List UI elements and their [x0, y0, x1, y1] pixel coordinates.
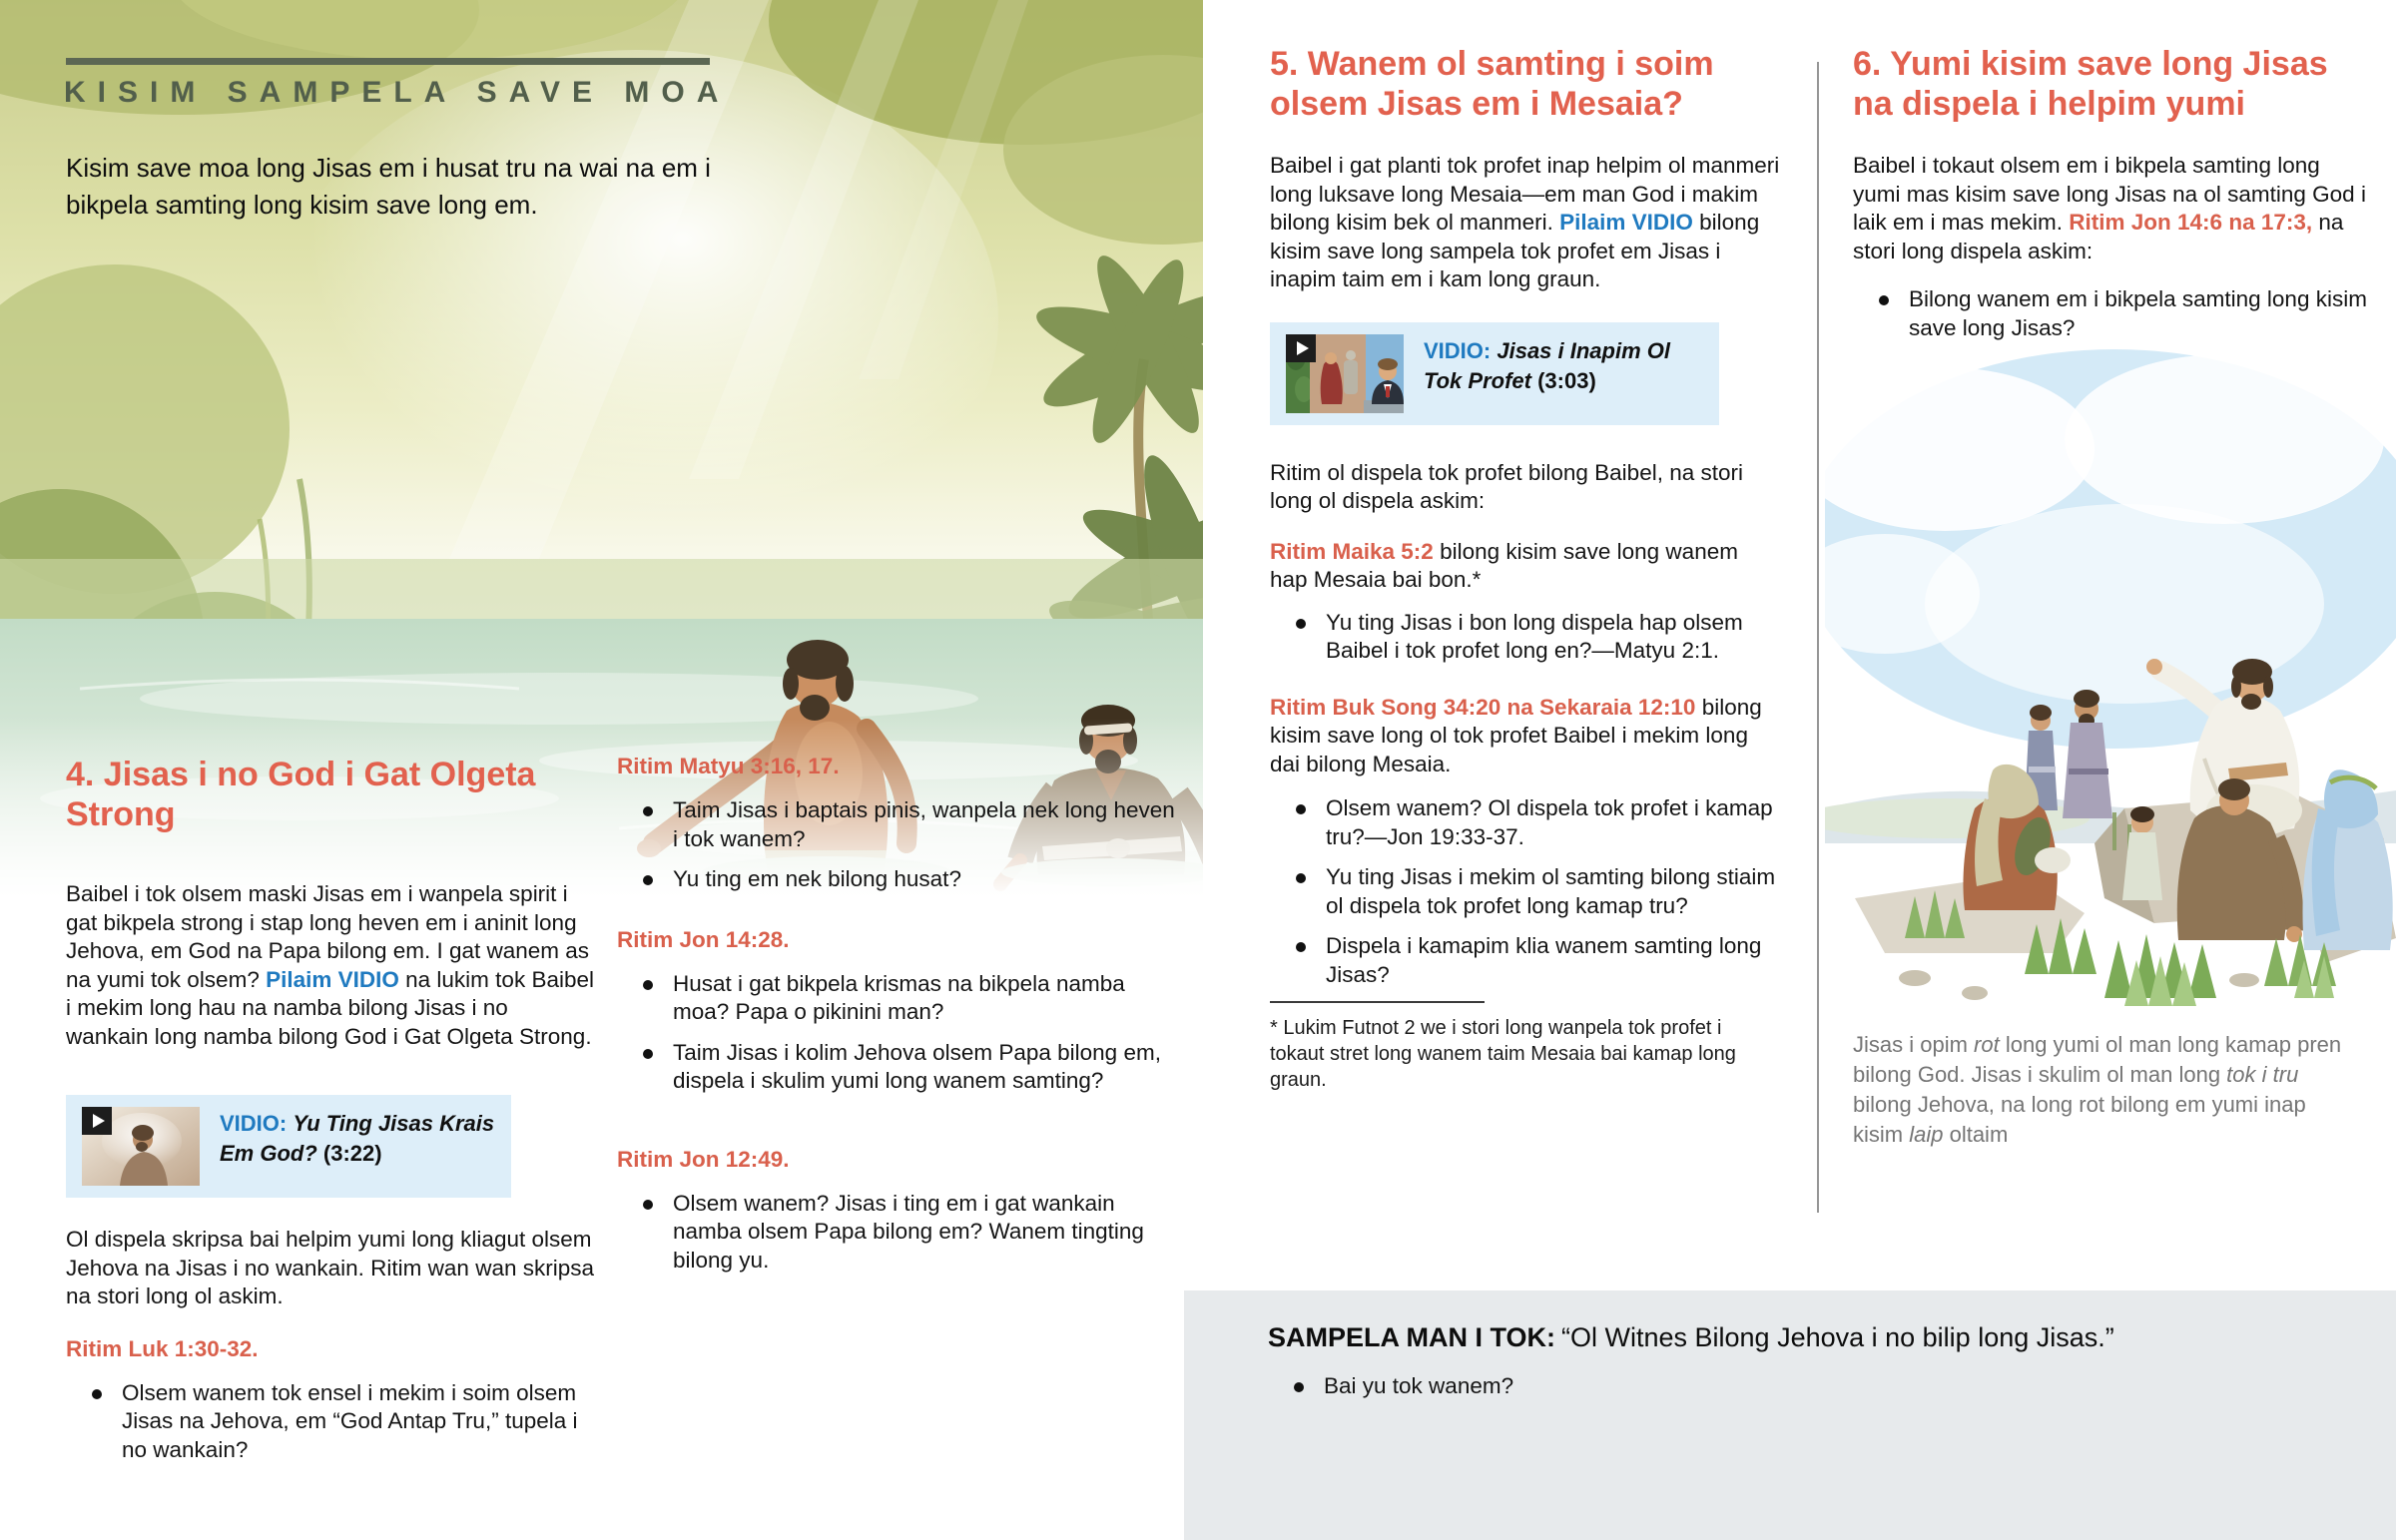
section-4-paragraph-2: Ol dispela skripsa bai helpim yumi long kliagut olsem Jehova na Jisas i no wankain. Ritim wan wan skripsa na stori long ol askim.	[66, 1227, 594, 1308]
scripture-ref-jon-14-28: Ritim Jon 14:28.	[617, 926, 790, 952]
caption-text: Jisas i opim	[1853, 1032, 1975, 1057]
scripture-ref-matyu: Ritim Matyu 3:16, 17.	[617, 754, 840, 778]
section-5-ref-song	[1270, 694, 1781, 779]
section-5-column	[1270, 44, 1781, 1093]
section-6-column	[1853, 44, 2372, 342]
paragraph-text: na stori long dispela askim:	[1853, 210, 2344, 263]
list-item: Yu ting em nek bilong husat?	[617, 865, 1182, 894]
bullet-list	[617, 796, 1182, 894]
section-4-column-2	[617, 753, 1182, 1275]
section-4-column-1	[66, 755, 595, 1464]
paragraph-text: bilong kisim save long wanem hap Mesaia bai bon.*	[1270, 538, 1738, 592]
list-item: Olsem wanem tok ensel i mekim i soim olsem Jisas na Jehova, em “God Antap Tru,” tupela i no wankain?	[66, 1379, 595, 1465]
caption-text: oltaim	[1943, 1122, 2009, 1147]
bullet-list	[1268, 1372, 2266, 1401]
video-title: Yu Ting Jisas Krais Em God?	[220, 1111, 495, 1166]
list-item: Olsem wanem? Jisas i ting em i gat wankain namba olsem Papa bilong em? Wanem tingting bilong yu.	[617, 1190, 1182, 1276]
kicker-intro: Kisim save moa long Jisas em i husat tru na wai na em i bikpela samting long kisim save long em.	[66, 153, 711, 220]
bullet-list	[1853, 285, 2372, 342]
caption-text: bilong Jehova, na long rot bilong em yumi inap kisim	[1853, 1092, 2306, 1147]
list-item: Taim Jisas i kolim Jehova olsem Papa bilong em, dispela i skulim yumi long wanem samting?	[617, 1039, 1182, 1096]
video-label: VIDIO:	[220, 1111, 288, 1136]
footnote-rule	[1270, 1001, 1485, 1003]
scripture-ref-luk: Ritim Luk 1:30-32.	[66, 1335, 259, 1361]
play-icon[interactable]	[82, 1107, 112, 1135]
teaching-illustration	[1825, 339, 2396, 1010]
paragraph-text: na lukim tok Baibel i mekim long hau na namba bilong Jisas i no wankain long namba bilong God i Gat Olgeta Strong.	[66, 966, 594, 1049]
list-item: Taim Jisas i baptais pinis, wanpela nek long heven i tok wanem?	[617, 796, 1182, 853]
caption-text: long yumi ol man long kamap pren bilong God. Jisas i skulim ol man long	[1853, 1032, 2342, 1087]
video-duration: (3:22)	[322, 1141, 382, 1166]
paragraph-text: Baibel i tok olsem maski Jisas em i wanpela spirit i gat bikpela strong i stap long heven em i aninit long Jehova, em God na Papa bilong em. I gat wanem as na yumi tok olsem?	[66, 881, 590, 992]
discussion-box	[1184, 1290, 2396, 1540]
kicker-title: KISIM SAMPELA SAVE MOA	[64, 76, 731, 109]
pilaim-vidio-link-2[interactable]: Pilaim VIDIO	[1559, 210, 1693, 235]
bullet-list	[1270, 609, 1781, 666]
section-5-paragraph-1	[1270, 152, 1781, 294]
play-triangle-icon	[1297, 341, 1309, 355]
bullet-list	[617, 970, 1182, 1096]
discussion-label: SAMPELA MAN I TOK:	[1268, 1322, 1555, 1352]
paragraph-text: Baibel i tokaut olsem em i bikpela samting long yumi mas kisim save long Jisas na ol samting God i laik em i mas mekim.	[1853, 153, 2366, 235]
list-item: Bilong wanem em i bikpela samting long kisim save long Jisas?	[1853, 285, 2372, 342]
caption-italic: rot	[1974, 1032, 2000, 1057]
section-5-paragraph-2: Ritim ol dispela tok profet bilong Baibel, na stori long ol dispela askim:	[1270, 459, 1743, 513]
scripture-ref-inline: Ritim Maika 5:2	[1270, 538, 1434, 564]
list-item: Husat i gat bikpela krismas na bikpela namba moa? Papa o pikinini man?	[617, 970, 1182, 1027]
video-duration: (3:03)	[1537, 367, 1596, 393]
paragraph-text: bilong kisim save long ol tok profet Baibel i mekim long dai bilong Mesaia.	[1270, 694, 1762, 776]
section-5-ref-maika	[1270, 538, 1781, 595]
image-caption	[1853, 1030, 2352, 1150]
paragraph-text: bilong kisim save long sampela tok profet em Jisas i inapim taim em i kam long graun.	[1270, 210, 1760, 291]
section-6-heading: 6. Yumi kisim save long Jisas na dispela i helpim yumi	[1853, 45, 2328, 123]
kicker-rule	[66, 58, 710, 65]
bullet-list	[1270, 794, 1781, 989]
list-item: Bai yu tok wanem?	[1268, 1372, 2266, 1401]
video-title: Jisas i Inapim Ol Tok Profet	[1424, 337, 1670, 393]
video-thumbnail-2[interactable]	[1286, 334, 1404, 413]
section-5-heading: 5. Wanem ol samting i soim olsem Jisas em i Mesaia?	[1270, 45, 1714, 123]
caption-italic: tok i tru	[2226, 1062, 2299, 1087]
video-thumbnail-1[interactable]	[82, 1107, 200, 1186]
list-item: Yu ting Jisas i bon long dispela hap olsem Baibel i tok profet long en?—Matyu 2:1.	[1270, 609, 1781, 666]
scripture-ref-jon-12-49: Ritim Jon 12:49.	[617, 1146, 790, 1172]
play-triangle-icon	[93, 1114, 105, 1128]
section-4-heading: 4. Jisas i no God i Gat Olgeta Strong	[66, 756, 536, 833]
video-box-2[interactable]	[1270, 322, 1719, 425]
scripture-ref-inline: Ritim Jon 14:6 na 17:3,	[2069, 210, 2313, 235]
bullet-list	[617, 1190, 1182, 1276]
list-item: Olsem wanem? Ol dispela tok profet i kamap tru?—Jon 19:33-37.	[1270, 794, 1781, 851]
video-caption-1	[220, 1109, 495, 1169]
caption-italic: laip	[1909, 1122, 1944, 1147]
section-6-paragraph-1	[1853, 152, 2372, 265]
scripture-ref-inline: Ritim Buk Song 34:20 na Sekaraia 12:10	[1270, 694, 1696, 720]
video-caption-2	[1424, 336, 1699, 396]
video-label: VIDIO:	[1424, 337, 1492, 363]
column-divider	[1817, 62, 1819, 1213]
section-4-paragraph-1	[66, 880, 595, 1051]
footnote: * Lukim Futnot 2 we i stori long wanpela tok profet i tokaut stret long wanem taim Mesaia bai kamap long graun.	[1270, 1017, 1736, 1091]
discussion-quote: “Ol Witnes Bilong Jehova i no bilip long Jisas.”	[1561, 1322, 2114, 1352]
list-item: Dispela i kamapim klia wanem samting long Jisas?	[1270, 932, 1781, 989]
play-icon[interactable]	[1286, 334, 1316, 362]
video-box-1[interactable]	[66, 1095, 511, 1198]
list-item: Yu ting Jisas i mekim ol samting bilong stiaim ol dispela tok profet long kamap tru?	[1270, 863, 1781, 920]
discussion-line	[1268, 1320, 2366, 1354]
pilaim-vidio-link-1[interactable]: Pilaim VIDIO	[266, 966, 399, 992]
bullet-list	[66, 1379, 595, 1465]
paragraph-text: Baibel i gat planti tok profet inap helpim ol manmeri long luksave long Mesaia—em man God i makim bilong kisim bek ol manmeri.	[1270, 153, 1780, 235]
